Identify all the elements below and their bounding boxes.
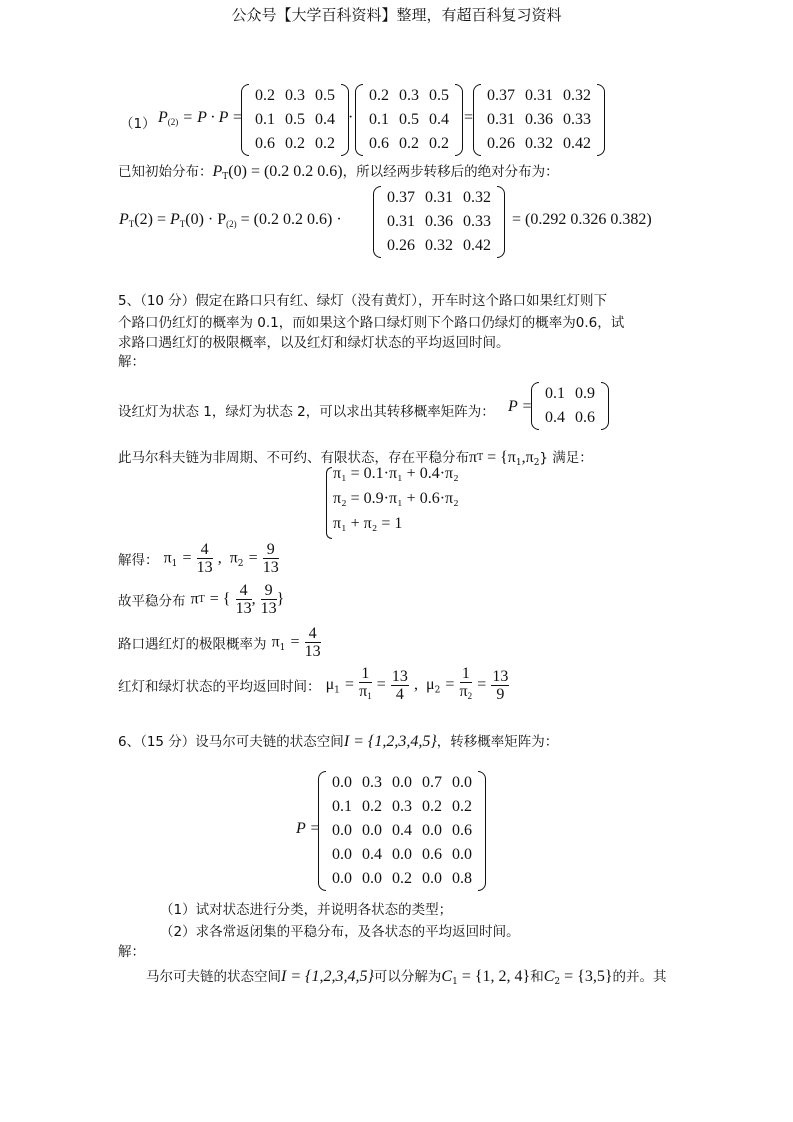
absolute-distribution-result: = (0.292 0.326 0.382) xyxy=(512,211,652,228)
matrix-cell: 0.8 xyxy=(452,870,472,887)
dot-operator: · xyxy=(348,109,354,126)
matrix-row xyxy=(327,771,477,795)
matrix-cell: 0.31 xyxy=(525,87,553,104)
q5-p-label: P = xyxy=(508,398,533,415)
q5-transition-matrix xyxy=(531,382,609,430)
matrix-cell: 0.0 xyxy=(422,870,442,887)
matrix-cell: 0.36 xyxy=(425,213,453,230)
matrix-cell: 0.0 xyxy=(392,846,412,863)
q5-state-definition: 设红灯为状态 1，绿灯为状态 2，可以求出其转移概率矩阵为： xyxy=(118,404,495,420)
matrix-cell: 0.4 xyxy=(429,111,449,128)
matrix-cell: 0.31 xyxy=(387,213,415,230)
matrix-row xyxy=(327,795,477,819)
matrix-cell: 0.26 xyxy=(487,135,515,152)
matrix-cell: 0.0 xyxy=(332,822,352,839)
matrix-cell: 0.2 xyxy=(285,135,305,152)
matrix-cell: 0.1 xyxy=(369,111,389,128)
matrix-cell: 0.6 xyxy=(422,846,442,863)
matrix-cell: 0.31 xyxy=(487,111,515,128)
q6-item-2: （2）求各常返闭集的平稳分布，及各状态的平均返回时间。 xyxy=(160,924,520,940)
matrix-cell: 0.0 xyxy=(332,846,352,863)
matrix-cell: 0.0 xyxy=(452,774,472,791)
matrix-cell: 0.2 xyxy=(392,870,412,887)
matrix-cell: 0.4 xyxy=(362,846,382,863)
matrix-cell: 0.3 xyxy=(399,87,419,104)
q6-item-1: （1）试对状态进行分类，并说明各状态的类型； xyxy=(160,902,453,918)
equation-1: π₁ = 0.1·π₁ + 0.4·π₂ xyxy=(333,465,459,482)
matrix-cell: 0.0 xyxy=(362,822,382,839)
equation-brace xyxy=(326,467,332,539)
matrix-cell: 0.3 xyxy=(362,774,382,791)
matrix-row xyxy=(327,819,477,843)
matrix-cell: 0.6 xyxy=(369,135,389,152)
matrix-cell: 0.2 xyxy=(362,798,382,815)
matrix-cell: 0.6 xyxy=(255,135,275,152)
matrix-cell: 0.7 xyxy=(422,774,442,791)
matrix-cell: 0.31 xyxy=(425,189,453,206)
matrix-cell: 0.1 xyxy=(332,798,352,815)
matrix-row xyxy=(540,382,600,406)
matrix-table xyxy=(540,382,600,430)
matrix-cell: 0.5 xyxy=(315,87,335,104)
matrix-cell: 0.2 xyxy=(369,87,389,104)
q5-stationary-intro: 此马尔科夫链为非周期、不可约、有限状态，存在平稳分布$\pi^T = \{\pi_1,\pi_2\}$ 满足： xyxy=(118,449,593,468)
matrix-cell: 0.2 xyxy=(429,135,449,152)
matrix-row xyxy=(364,108,454,132)
matrix-p2-result xyxy=(473,84,605,156)
matrix-cell: 0.32 xyxy=(525,135,553,152)
q6-solution-label: 解： xyxy=(118,944,145,960)
absolute-distribution-formula: $P_T(2) = P_T(0) \cdot P_{(2)} = (0.2$ 0.2 0.6) · xyxy=(119,211,342,229)
p2-formula: $P_{(2)} = P \cdot P$ = xyxy=(158,109,243,127)
matrix-cell: 0.5 xyxy=(285,111,305,128)
item-1-label: （1） xyxy=(120,116,156,132)
matrix-cell: 0.1 xyxy=(545,385,565,402)
matrix-cell: 0.6 xyxy=(575,409,595,426)
q5-title-line1: 5、（10 分）假定在路口只有红、绿灯（没有黄灯），开车时这个路口如果红灯则下 xyxy=(118,293,608,309)
matrix-table xyxy=(482,84,596,156)
matrix-p2-again xyxy=(373,186,505,258)
matrix-cell: 0.0 xyxy=(362,870,382,887)
q5-limit-probability: 路口遇红灯的极限概率为 $\pi_1$ = $\frac{4}{13}$ xyxy=(118,625,321,660)
matrix-cell: 0.3 xyxy=(285,87,305,104)
q5-mean-return-times: 红灯和绿灯状态的平均返回时间： $\mu_1$ = $\frac{1}{\pi_1}$ = $\frac{13}{4}$ , $\mu_2$ = $\frac{1}{\pi_2}$ = $\frac{13}{9}$ xyxy=(118,665,509,703)
matrix-cell: 0.32 xyxy=(425,237,453,254)
matrix-row xyxy=(250,108,340,132)
matrix-cell: 0.4 xyxy=(392,822,412,839)
matrix-cell: 0.5 xyxy=(429,87,449,104)
matrix-row xyxy=(482,108,596,132)
equals-sign: = xyxy=(464,109,474,126)
q6-p-label: P = xyxy=(296,820,321,837)
matrix-cell: 0.42 xyxy=(463,237,491,254)
matrix-table xyxy=(327,771,477,891)
matrix-cell: 0.0 xyxy=(332,774,352,791)
matrix-cell: 0.2 xyxy=(422,798,442,815)
q5-solution-label: 解： xyxy=(118,354,145,370)
matrix-cell: 0.6 xyxy=(452,822,472,839)
matrix-row xyxy=(364,84,454,108)
equation-3: π₁ + π₂ = 1 xyxy=(333,515,403,532)
equation-2: π₂ = 0.9·π₁ + 0.6·π₂ xyxy=(333,490,459,507)
matrix-table xyxy=(382,186,496,258)
matrix-cell: 0.5 xyxy=(399,111,419,128)
matrix-row xyxy=(482,84,596,108)
q5-title-line2: 个路口仍红灯的概率为 0.1，而如果这个路口绿灯则下个路口仍绿灯的概率为0.6，试 xyxy=(118,315,625,331)
matrix-row xyxy=(250,132,340,156)
matrix-table xyxy=(364,84,454,156)
matrix-p-right xyxy=(355,84,463,156)
matrix-cell: 0.2 xyxy=(399,135,419,152)
matrix-row xyxy=(382,186,496,210)
matrix-row xyxy=(382,234,496,258)
matrix-cell: 0.36 xyxy=(525,111,553,128)
matrix-cell: 0.3 xyxy=(392,798,412,815)
matrix-cell: 0.1 xyxy=(255,111,275,128)
matrix-cell: 0.37 xyxy=(387,189,415,206)
matrix-cell: 0.2 xyxy=(452,798,472,815)
q5-stationary-distribution: 故平稳分布 $\pi^T$ = { $\frac{4}{13}$ , $\frac{9}{13}$ } xyxy=(118,582,285,617)
matrix-row xyxy=(540,406,600,430)
matrix-row xyxy=(482,132,596,156)
matrix-cell: 0.9 xyxy=(575,385,595,402)
page-header: 公众号【大学百科资料】整理，有超百科复习资料 xyxy=(231,6,562,24)
q6-title: 6、（15 分）设马尔可夫链的状态空间I = {1,2,3,4,5}，转移概率矩阵为： xyxy=(118,733,559,750)
matrix-cell: 0.2 xyxy=(315,135,335,152)
matrix-cell: 0.0 xyxy=(332,870,352,887)
matrix-cell: 0.2 xyxy=(255,87,275,104)
matrix-row xyxy=(364,132,454,156)
matrix-cell: 0.32 xyxy=(463,189,491,206)
q6-transition-matrix xyxy=(318,771,486,891)
matrix-cell: 0.0 xyxy=(392,774,412,791)
matrix-cell: 0.33 xyxy=(463,213,491,230)
matrix-p-left xyxy=(241,84,349,156)
matrix-cell: 0.4 xyxy=(545,409,565,426)
matrix-cell: 0.0 xyxy=(452,846,472,863)
matrix-cell: 0.42 xyxy=(563,135,591,152)
matrix-cell: 0.32 xyxy=(563,87,591,104)
q5-solution-values: 解得： $\pi_1$ = $\frac{4}{13}$ , $\pi_2$ = $\frac{9}{13}$ xyxy=(118,541,279,576)
q6-decomposition-line: 马尔可夫链的状态空间I = {1,2,3,4,5}可以分解为$C_1 = \{1$, 2, 4}和$C_2 = \{3,5\}$的并。其 xyxy=(146,968,667,987)
matrix-cell: 0.26 xyxy=(387,237,415,254)
matrix-cell: 0.4 xyxy=(315,111,335,128)
matrix-table xyxy=(250,84,340,156)
q5-title-line3: 求路口遇红灯的极限概率，以及红灯和绿灯状态的平均返回时间。 xyxy=(118,335,510,351)
matrix-cell: 0.37 xyxy=(487,87,515,104)
matrix-row xyxy=(327,867,477,891)
matrix-cell: 0.0 xyxy=(422,822,442,839)
matrix-row xyxy=(327,843,477,867)
matrix-row xyxy=(250,84,340,108)
matrix-row xyxy=(382,210,496,234)
initial-distribution-line: 已知初始分布：$P_T(0) = (0.2$ 0.2 0.6)，所以经两步转移后的绝对分布为： xyxy=(118,163,559,182)
matrix-cell: 0.33 xyxy=(563,111,591,128)
